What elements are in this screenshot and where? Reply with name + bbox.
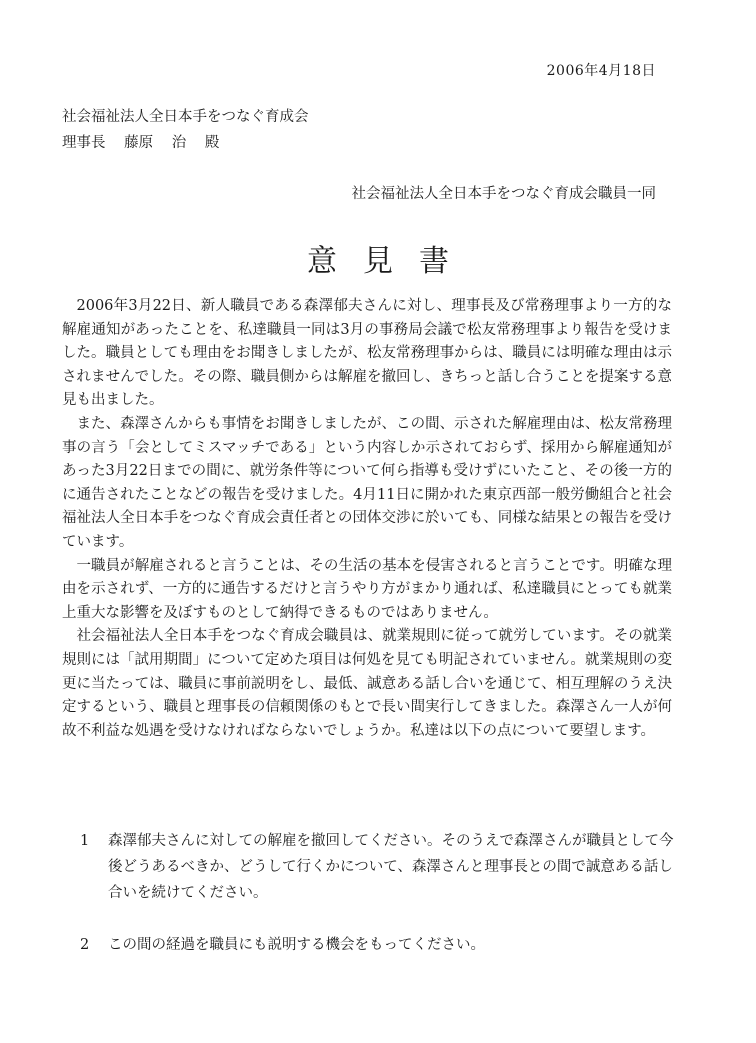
- addressee-name-line: [62, 130, 309, 156]
- request-item: [80, 932, 680, 958]
- request-item: [80, 828, 680, 906]
- addressee-block: [62, 104, 309, 156]
- sender-line: 社会福祉法人全日本手をつなぐ育成会職員一同: [351, 186, 656, 202]
- addressee-honorific: 殿: [204, 135, 220, 151]
- body-paragraph: また、森澤さんからも事情をお聞きしましたが、この間、示された解雇理由は、松友常務理事の言う「会としてミスマッチである」という内容しか示されておらず、採用から解雇通知があった3月22日までの間に、就労条件等について何ら指導も受けずにいたこと、その後一方的に通告されたことなどの報告を受けました。4月11日に開かれた東京西部一般労働組合と社会福祉法人全日本手をつなぐ育成会責任者との団体交渉に於いても、同様な結果との報告を受けています。: [62, 415, 672, 550]
- body-paragraph: 2006年3月22日、新人職員である森澤郁夫さんに対し、理事長及び常務理事より一方的な解雇通知があったことを、私達職員一同は3月の事務局会議で松友常務理事より報告を受けました。職員としても理由をお聞きしましたが、松友常務理事からは、職員には明確な理由は示されませんでした。その際、職員側からは解雇を撤回し、きちっと話し合うことを提案する意見も出ました。: [62, 298, 672, 409]
- body-paragraph: 社会福祉法人全日本手をつなぐ育成会職員は、就業規則に従って就労しています。その就業規則には「試用期間」について定めた項目は何処を見ても明記されていません。就業規則の変更に当たっては、職員に事前説明をし、最低、誠意ある話し合いを通じて、相互理解のうえ決定するという、職員と理事長の信頼関係のもとで長い間実行してきました。森澤さん一人が何故不利益な処遇を受けなければならないでしょうか。私達は以下の点について要望します。: [62, 628, 672, 739]
- addressee-position: 理事長: [62, 135, 106, 151]
- addressee-organization: 社会福祉法人全日本手をつなぐ育成会: [62, 109, 309, 125]
- body-text: [62, 295, 672, 743]
- request-number: 2: [80, 937, 90, 953]
- addressee-surname: 藤原: [124, 135, 154, 151]
- addressee-given-name: 治: [171, 135, 187, 151]
- request-number: 1: [80, 833, 90, 849]
- body-paragraph: 一職員が解雇されると言うことは、その生活の基本を侵害されると言うことです。明確な理由を示されず、一方的に通告するだけと言うやり方がまかり通れば、私達職員にとっても就業上重大な影響を及ぼすものとして納得できるものではありません。: [62, 557, 672, 621]
- document-title: 意見書: [307, 244, 475, 279]
- document-date: 2006年4月18日: [546, 63, 656, 79]
- request-text: 森澤郁夫さんに対しての解雇を撤回してください。そのうえで森澤さんが職員として今後どうあるべきか、どうして行くかについて、森澤さんと理事長との間で誠意ある話し合いを続けてください。: [108, 833, 674, 901]
- request-text: この間の経過を職員にも説明する機会をもってください。: [108, 937, 485, 953]
- request-list: [80, 828, 680, 984]
